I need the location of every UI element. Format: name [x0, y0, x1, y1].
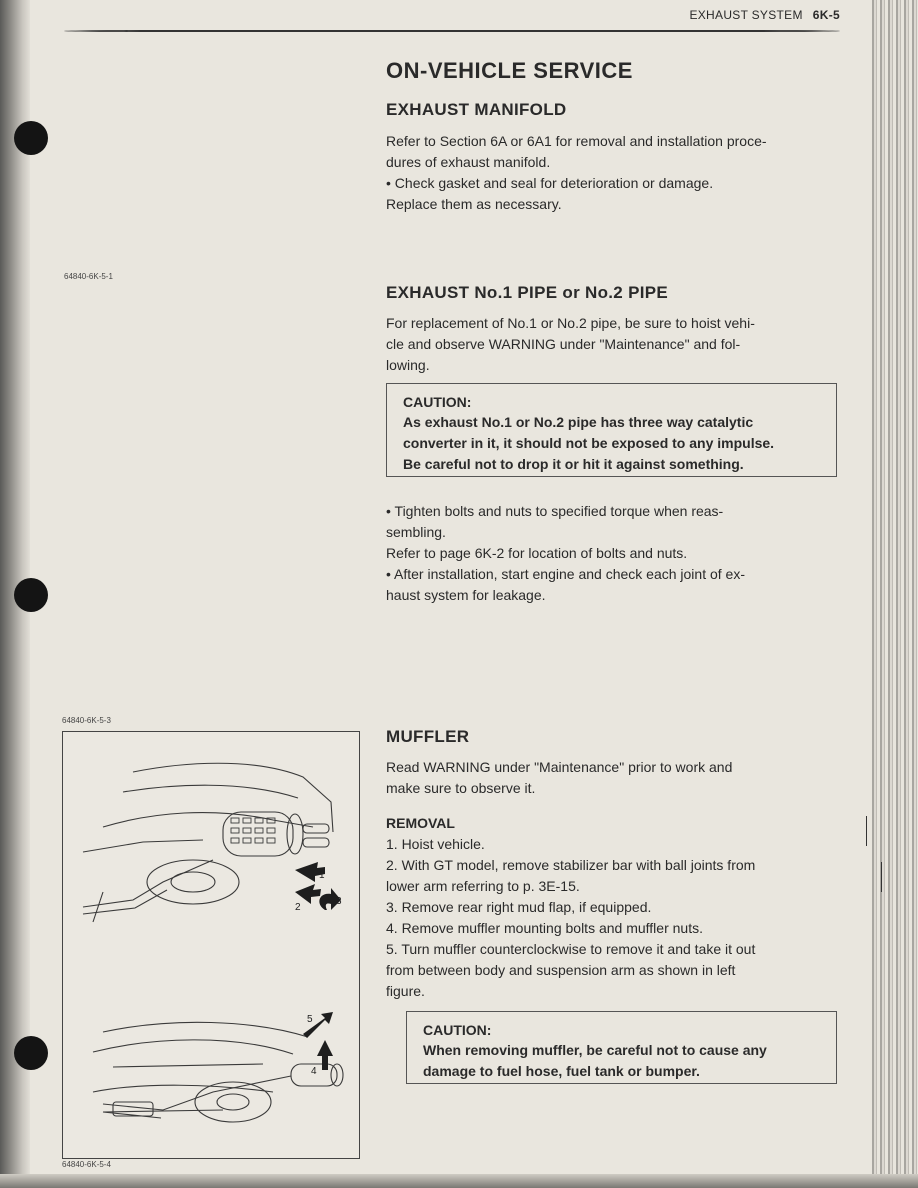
callout-2: 2 — [295, 902, 301, 913]
header-section: EXHAUST SYSTEM — [689, 8, 803, 22]
page-edge-right — [872, 0, 918, 1188]
muffler-removal-figure — [62, 731, 360, 1159]
text-line: For replacement of No.1 or No.2 pipe, be sure to hoist vehi- — [386, 315, 755, 331]
muffler-caution-box — [406, 1011, 837, 1084]
header-page-number: 6K-5 — [812, 8, 840, 22]
step-line: 2. With GT model, remove stabilizer bar with ball joints from — [386, 857, 756, 873]
muffler-text — [386, 757, 838, 799]
pipe-bullets — [386, 501, 838, 606]
page-header — [640, 8, 840, 22]
bullet-line: • Check gasket and seal for deterioration or damage. — [386, 175, 714, 191]
manifold-heading: EXHAUST MANIFOLD — [386, 100, 567, 119]
removal-heading: REMOVAL — [386, 815, 455, 831]
bullet-line: Refer to page 6K-2 for location of bolts and nuts. — [386, 545, 688, 561]
page-title: ON-VEHICLE SERVICE — [386, 58, 633, 83]
caution-title: CAUTION: — [403, 394, 472, 410]
caution-line: When removing muffler, be careful not to cause any — [423, 1042, 767, 1058]
text-line: Refer to Section 6A or 6A1 for removal and installation proce- — [386, 133, 767, 149]
text-line: Read WARNING under "Maintenance" prior to work and — [386, 759, 733, 775]
text-line: lowing. — [386, 357, 430, 373]
callout-1: 1 — [319, 870, 325, 881]
bullet-line: haust system for leakage. — [386, 587, 546, 603]
binder-hole — [14, 1036, 48, 1070]
binder-hole — [14, 578, 48, 612]
step-line: 5. Turn muffler counterclockwise to remove it and take it out — [386, 941, 756, 957]
pipe-heading: EXHAUST No.1 PIPE or No.2 PIPE — [386, 283, 669, 302]
figure-code: 64840-6K-5-3 — [62, 716, 111, 725]
bullet-line: • Tighten bolts and nuts to specified torque when reas- — [386, 503, 724, 519]
caution-line: damage to fuel hose, fuel tank or bumper. — [423, 1063, 700, 1079]
callout-4: 4 — [311, 1066, 317, 1077]
pipe-caution-box — [386, 383, 837, 477]
muffler-heading: MUFFLER — [386, 727, 470, 746]
margin-mark — [866, 816, 867, 846]
callout-3: 3 — [336, 896, 342, 907]
step-line: lower arm referring to p. 3E-15. — [386, 878, 580, 894]
header-rule — [64, 30, 840, 32]
figure-code: 64840-6K-5-1 — [64, 272, 113, 281]
bullet-line: sembling. — [386, 524, 446, 540]
callout-5: 5 — [307, 1014, 313, 1025]
step-line: from between body and suspension arm as shown in left — [386, 962, 736, 978]
removal-steps — [386, 834, 838, 1002]
pipe-text — [386, 313, 838, 376]
step-line: 4. Remove muffler mounting bolts and muffler nuts. — [386, 920, 703, 936]
manifold-text — [386, 131, 838, 215]
margin-mark — [881, 862, 882, 892]
text-line: dures of exhaust manifold. — [386, 154, 551, 170]
caution-line: converter in it, it should not be exposed to any impulse. — [403, 435, 775, 451]
vehicle-underbody-illustration — [63, 732, 359, 1158]
text-line: make sure to observe it. — [386, 780, 536, 796]
figure-code: 64840-6K-5-4 — [62, 1160, 111, 1169]
caution-title: CAUTION: — [423, 1022, 492, 1038]
step-line: 3. Remove rear right mud flap, if equipped. — [386, 899, 652, 915]
bullet-line: Replace them as necessary. — [386, 196, 562, 212]
binder-hole — [14, 121, 48, 155]
text-line: cle and observe WARNING under "Maintenance" and fol- — [386, 336, 741, 352]
page-edge-bottom — [0, 1174, 918, 1188]
caution-line: As exhaust No.1 or No.2 pipe has three way catalytic — [403, 414, 754, 430]
caution-line: Be careful not to drop it or hit it against something. — [403, 456, 744, 472]
bullet-line: • After installation, start engine and check each joint of ex- — [386, 566, 745, 582]
step-line: 1. Hoist vehicle. — [386, 836, 485, 852]
step-line: figure. — [386, 983, 425, 999]
